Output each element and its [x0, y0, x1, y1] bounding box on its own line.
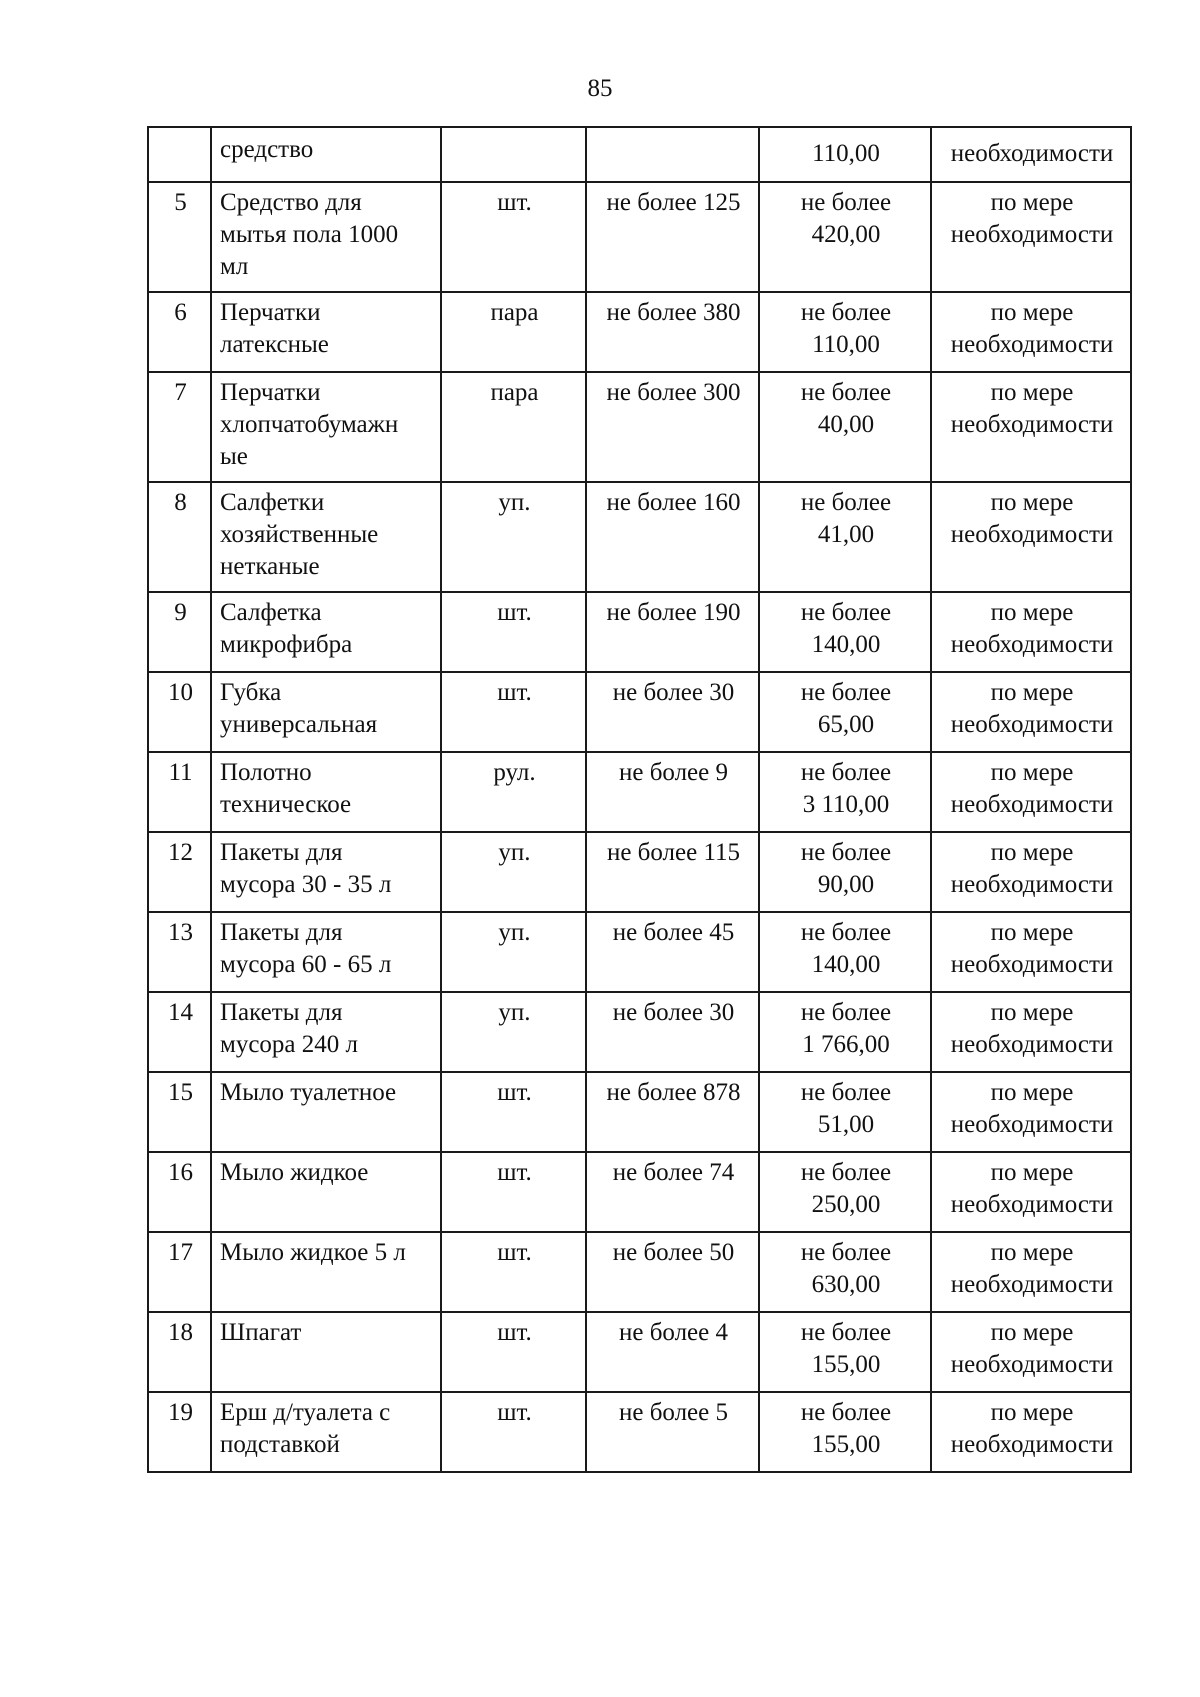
cell-price-line: 110,00: [812, 140, 880, 167]
cell-quantity: не более 45: [586, 912, 759, 992]
cell-unit: шт.: [441, 1152, 586, 1232]
cell-frequency: [931, 1152, 1131, 1232]
table-row: [148, 292, 1131, 372]
cell-name-line: Салфетки: [220, 489, 325, 516]
cell-number: 7: [148, 372, 211, 482]
cell-price: [759, 1072, 931, 1152]
cell-quantity: [586, 127, 759, 182]
cell-frequency-line: по мере: [990, 679, 1074, 706]
supplies-table: [147, 126, 1132, 1473]
cell-frequency: [931, 182, 1131, 292]
cell-price: [759, 1232, 931, 1312]
cell-name-line: Губка: [220, 679, 282, 706]
cell-price-line: не более: [800, 1239, 892, 1266]
cell-name-line: Салфетка: [220, 599, 322, 626]
table-row: [148, 1152, 1131, 1232]
cell-price-line: не более: [800, 299, 892, 326]
cell-name: [211, 1392, 441, 1472]
cell-price-line: 110,00: [812, 331, 880, 358]
cell-frequency: [931, 1392, 1131, 1472]
cell-frequency-line: необходимости: [950, 951, 1114, 978]
cell-frequency: [931, 672, 1131, 752]
cell-name-line: средство: [220, 136, 314, 163]
cell-number: 16: [148, 1152, 211, 1232]
cell-price-line: 630,00: [811, 1271, 881, 1298]
cell-price-line: 3 110,00: [802, 791, 890, 818]
cell-name-line: хозяйственные: [220, 521, 379, 548]
cell-name: [211, 127, 441, 182]
cell-frequency-line: необходимости: [950, 631, 1114, 658]
cell-frequency-line: по мере: [990, 839, 1074, 866]
cell-frequency-line: необходимости: [950, 711, 1114, 738]
cell-quantity: не более 125: [586, 182, 759, 292]
table-row: [148, 182, 1131, 292]
table-row: [148, 912, 1131, 992]
cell-name: [211, 592, 441, 672]
cell-name: [211, 372, 441, 482]
cell-frequency-line: по мере: [990, 599, 1074, 626]
cell-frequency-line: по мере: [990, 189, 1074, 216]
cell-number: 9: [148, 592, 211, 672]
cell-number: 13: [148, 912, 211, 992]
cell-frequency-line: по мере: [990, 1319, 1074, 1346]
cell-frequency-line: необходимости: [950, 1271, 1114, 1298]
table-row: [148, 482, 1131, 592]
cell-price: [759, 372, 931, 482]
cell-name: [211, 992, 441, 1072]
cell-frequency-line: необходимости: [950, 1111, 1114, 1138]
cell-frequency-line: необходимости: [950, 411, 1114, 438]
cell-number: 10: [148, 672, 211, 752]
cell-price-line: 41,00: [817, 521, 875, 548]
cell-name: [211, 1232, 441, 1312]
cell-frequency-line: по мере: [990, 379, 1074, 406]
cell-name-line: Пакеты для: [220, 919, 343, 946]
table-row: [148, 592, 1131, 672]
cell-price-line: не более: [800, 1319, 892, 1346]
cell-name-line: универсальная: [220, 711, 378, 738]
cell-price: [759, 752, 931, 832]
cell-price-line: не более: [800, 379, 892, 406]
cell-name-line: Мыло жидкое 5 л: [220, 1239, 406, 1266]
cell-price: [759, 592, 931, 672]
cell-number: [148, 127, 211, 182]
cell-unit: шт.: [441, 672, 586, 752]
table-row: [148, 992, 1131, 1072]
cell-frequency: [931, 592, 1131, 672]
cell-frequency-line: необходимости: [950, 871, 1114, 898]
cell-unit: шт.: [441, 1312, 586, 1392]
table-row-continuation: [148, 127, 1131, 182]
cell-price-line: 420,00: [811, 221, 881, 248]
cell-name: [211, 1312, 441, 1392]
table-row: [148, 752, 1131, 832]
cell-unit: уп.: [441, 912, 586, 992]
cell-number: 15: [148, 1072, 211, 1152]
cell-unit: шт.: [441, 182, 586, 292]
cell-name-line: подставкой: [220, 1431, 340, 1458]
cell-frequency-line: необходимости: [950, 1431, 1114, 1458]
cell-unit: уп.: [441, 482, 586, 592]
cell-price-line: не более: [800, 1159, 892, 1186]
cell-name-line: Пакеты для: [220, 999, 343, 1026]
cell-price-line: 140,00: [811, 631, 881, 658]
cell-name-line: латексные: [220, 331, 329, 358]
cell-name-line: мытья пола 1000: [220, 221, 399, 248]
cell-price-line: не более: [800, 599, 892, 626]
cell-price-line: 155,00: [811, 1431, 881, 1458]
cell-price-line: 1 766,00: [802, 1031, 890, 1058]
table-row: [148, 1392, 1131, 1472]
cell-quantity: не более 30: [586, 992, 759, 1072]
cell-number: 11: [148, 752, 211, 832]
cell-quantity: не более 160: [586, 482, 759, 592]
cell-price-line: 40,00: [817, 411, 875, 438]
cell-price: [759, 832, 931, 912]
cell-name-line: микрофибра: [220, 631, 353, 658]
cell-unit: [441, 127, 586, 182]
cell-number: 17: [148, 1232, 211, 1312]
cell-name-line: Шпагат: [220, 1319, 302, 1346]
cell-frequency-line: по мере: [990, 1079, 1074, 1106]
page-number: 85: [587, 75, 613, 102]
cell-frequency-line: необходимости: [950, 791, 1114, 818]
cell-number: 12: [148, 832, 211, 912]
cell-quantity: не более 4: [586, 1312, 759, 1392]
cell-name-line: Перчатки: [220, 379, 321, 406]
cell-price: [759, 482, 931, 592]
cell-name-line: хлопчатобумажн: [220, 411, 399, 438]
cell-name: [211, 292, 441, 372]
cell-price-line: не более: [800, 489, 892, 516]
cell-name-line: Средство для: [220, 189, 362, 216]
cell-price-line: 250,00: [811, 1191, 881, 1218]
cell-price-line: не более: [800, 189, 892, 216]
cell-frequency: [931, 752, 1131, 832]
cell-price-line: не более: [800, 1079, 892, 1106]
table-row: [148, 1232, 1131, 1312]
cell-price-line: не более: [800, 919, 892, 946]
cell-name-line: Мыло туалетное: [220, 1079, 397, 1106]
cell-price-line: 51,00: [817, 1111, 875, 1138]
cell-frequency-line: необходимости: [950, 1191, 1114, 1218]
cell-unit: шт.: [441, 1232, 586, 1312]
cell-price-line: не более: [800, 999, 892, 1026]
cell-frequency: [931, 1232, 1131, 1312]
cell-unit: шт.: [441, 592, 586, 672]
cell-frequency-line: по мере: [990, 999, 1074, 1026]
cell-frequency-line: необходимости: [950, 140, 1114, 167]
cell-frequency-line: необходимости: [950, 1031, 1114, 1058]
cell-quantity: не более 878: [586, 1072, 759, 1152]
cell-name: [211, 1072, 441, 1152]
cell-name: [211, 832, 441, 912]
cell-frequency: [931, 992, 1131, 1072]
cell-frequency-line: по мере: [990, 1399, 1074, 1426]
cell-price: [759, 1312, 931, 1392]
cell-frequency-line: по мере: [990, 489, 1074, 516]
cell-name: [211, 182, 441, 292]
cell-frequency: [931, 372, 1131, 482]
cell-name-line: мусора 30 - 35 л: [220, 871, 392, 898]
cell-frequency: [931, 912, 1131, 992]
cell-price: [759, 1152, 931, 1232]
cell-price-line: не более: [800, 1399, 892, 1426]
cell-name: [211, 912, 441, 992]
cell-name-line: Перчатки: [220, 299, 321, 326]
cell-name: [211, 482, 441, 592]
cell-frequency-line: по мере: [990, 919, 1074, 946]
cell-unit: пара: [441, 292, 586, 372]
cell-quantity: не более 9: [586, 752, 759, 832]
cell-unit: пара: [441, 372, 586, 482]
cell-quantity: не более 74: [586, 1152, 759, 1232]
cell-price-line: 90,00: [817, 871, 875, 898]
cell-unit: шт.: [441, 1392, 586, 1472]
cell-quantity: не более 115: [586, 832, 759, 912]
cell-price: [759, 1392, 931, 1472]
cell-price: [759, 992, 931, 1072]
cell-price: [759, 672, 931, 752]
cell-quantity: не более 50: [586, 1232, 759, 1312]
cell-frequency-line: необходимости: [950, 221, 1114, 248]
cell-number: 18: [148, 1312, 211, 1392]
cell-quantity: не более 190: [586, 592, 759, 672]
table-row: [148, 672, 1131, 752]
cell-name: [211, 1152, 441, 1232]
cell-number: 8: [148, 482, 211, 592]
cell-frequency: [931, 482, 1131, 592]
cell-number: 14: [148, 992, 211, 1072]
cell-name-line: Пакеты для: [220, 839, 343, 866]
cell-frequency-line: по мере: [990, 1159, 1074, 1186]
cell-name-line: Мыло жидкое: [220, 1159, 369, 1186]
table-row: [148, 832, 1131, 912]
cell-price: [759, 127, 931, 182]
cell-frequency-line: необходимости: [950, 521, 1114, 548]
cell-price-line: не более: [800, 759, 892, 786]
cell-name-line: мусора 240 л: [220, 1031, 358, 1058]
cell-unit: рул.: [441, 752, 586, 832]
cell-price-line: 155,00: [811, 1351, 881, 1378]
cell-quantity: не более 30: [586, 672, 759, 752]
cell-name-line: нетканые: [220, 553, 320, 580]
cell-frequency: [931, 1312, 1131, 1392]
cell-name-line: Ерш д/туалета с: [220, 1399, 391, 1426]
cell-frequency-line: необходимости: [950, 1351, 1114, 1378]
cell-frequency-line: по мере: [990, 1239, 1074, 1266]
table-row: [148, 1072, 1131, 1152]
cell-frequency: [931, 127, 1131, 182]
cell-name-line: мл: [220, 253, 249, 280]
table-body: [148, 127, 1131, 1472]
cell-name: [211, 752, 441, 832]
cell-frequency-line: по мере: [990, 299, 1074, 326]
cell-quantity: не более 300: [586, 372, 759, 482]
cell-name-line: мусора 60 - 65 л: [220, 951, 392, 978]
table-row: [148, 1312, 1131, 1392]
cell-name-line: ые: [220, 443, 248, 470]
cell-price: [759, 912, 931, 992]
cell-name: [211, 672, 441, 752]
cell-frequency: [931, 1072, 1131, 1152]
cell-price-line: 140,00: [811, 951, 881, 978]
table-row: [148, 372, 1131, 482]
cell-price-line: не более: [800, 839, 892, 866]
cell-frequency-line: по мере: [990, 759, 1074, 786]
cell-number: 5: [148, 182, 211, 292]
cell-number: 19: [148, 1392, 211, 1472]
cell-unit: уп.: [441, 992, 586, 1072]
cell-frequency: [931, 832, 1131, 912]
cell-unit: уп.: [441, 832, 586, 912]
cell-quantity: не более 5: [586, 1392, 759, 1472]
cell-price: [759, 292, 931, 372]
cell-price-line: не более: [800, 679, 892, 706]
cell-price-line: 65,00: [817, 711, 875, 738]
cell-name-line: техническое: [220, 791, 352, 818]
cell-name-line: Полотно: [220, 759, 312, 786]
cell-frequency-line: необходимости: [950, 331, 1114, 358]
cell-number: 6: [148, 292, 211, 372]
cell-frequency: [931, 292, 1131, 372]
cell-quantity: не более 380: [586, 292, 759, 372]
cell-unit: шт.: [441, 1072, 586, 1152]
cell-price: [759, 182, 931, 292]
